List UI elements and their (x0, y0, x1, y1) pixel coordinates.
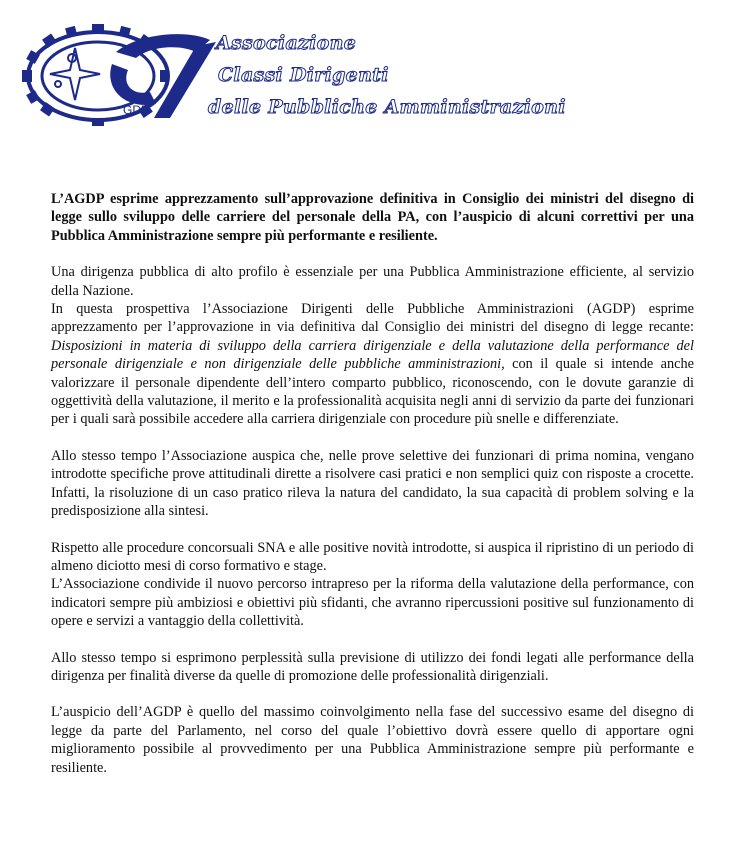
paragraph-intro: Una dirigenza pubblica di alto profilo è essenziale per una Pubblica Amministrazione efficiente, al servizio della Nazione. (51, 264, 694, 299)
paragraph-sna: Rispetto alle procedure concorsuali SNA e alle positive novità introdotte, si auspica il ripristino di un periodo di almeno diciotto mesi di corso formativo e stage. (51, 539, 694, 574)
paragraph-approval (51, 300, 694, 429)
approval-text-end: con il quale si intende anche valorizzare il personale dipendente dell’intero comparto pubblico, riconoscendo, con le dovute garanzie di oggettività della valutazione, il merito e la professionalità acquisita negli anni di servizio da parte dei funzionari per i quali sarà possibile accedere alla carriera dirigenziale con procedure più snelle e differenziate. (51, 356, 694, 428)
logo-badge-text: GDP (123, 103, 150, 117)
bill-title: Disposizioni in materia di sviluppo della carriera dirigenziale e della valutazione della performance del personale dirigenziale e non dirigenziale delle pubbliche amministrazioni, (51, 337, 694, 373)
paragraph-selection-tests: Allo stesso tempo l’Associazione auspica che, nelle prove selettive dei funzionari di prima nomina, vengano introdotte specifiche prove attitudinali dirette a risolvere casi pratici e non semplici quiz con risposte a crocette. Infatti, la risoluzione di un caso pratico rileva la natura del candidato, la sua capacità di problem solving e la predisposizione alla sintesi. (51, 447, 694, 520)
letterhead (20, 8, 566, 128)
org-name-line-3: delle Pubbliche Amministrazioni (208, 96, 566, 118)
approval-text-start: In questa prospettiva l’Associazione Dirigenti delle Pubbliche Amministrazioni (AGDP) esprime apprezzamento per l’approvazione in via definitiva dal Consiglio dei ministri del disegno di legge recante: (51, 301, 694, 336)
org-name-line-1: Associazione (216, 32, 357, 54)
document-body (51, 190, 694, 777)
headline: L’AGDP esprime apprezzamento sull’approvazione definitiva in Consiglio dei ministri del disegno di legge sullo sviluppo delle carriere del personale della PA, con l’auspicio di alcuni correttivi per una Pubblica Amministrazione sempre più performante e resiliente. (51, 191, 694, 244)
org-name-line-2: Classi Dirigenti (218, 64, 389, 86)
paragraph-funds-concern: Allo stesso tempo si esprimono perplessità sulla previsione di utilizzo dei fondi legati alle performance della dirigenza per finalità diverse da quelle di promozione delle professionalità dirigenziali. (51, 649, 694, 684)
paragraph-parliament: L’auspicio dell’AGDP è quello del massimo coinvolgimento nella fase del successivo esame del disegno di legge da parte del Parlamento, nel corso del quale l’obiettivo dovrà essere quello di apportare ogni miglioramento possibile al provvedimento per una Pubblica Amministrazione sempre più performante e resiliente. (51, 704, 694, 776)
organization-name (206, 30, 566, 120)
paragraph-performance-reform: L’Associazione condivide il nuovo percorso intrapreso per la riforma della valutazione della performance, con indicatori sempre più ambiziosi e obiettivi più sfidanti, che avranno ripercussioni positive sul funzionamento di opere e servizi a vantaggio della collettività. (51, 576, 694, 630)
agdp-logo (20, 18, 230, 128)
